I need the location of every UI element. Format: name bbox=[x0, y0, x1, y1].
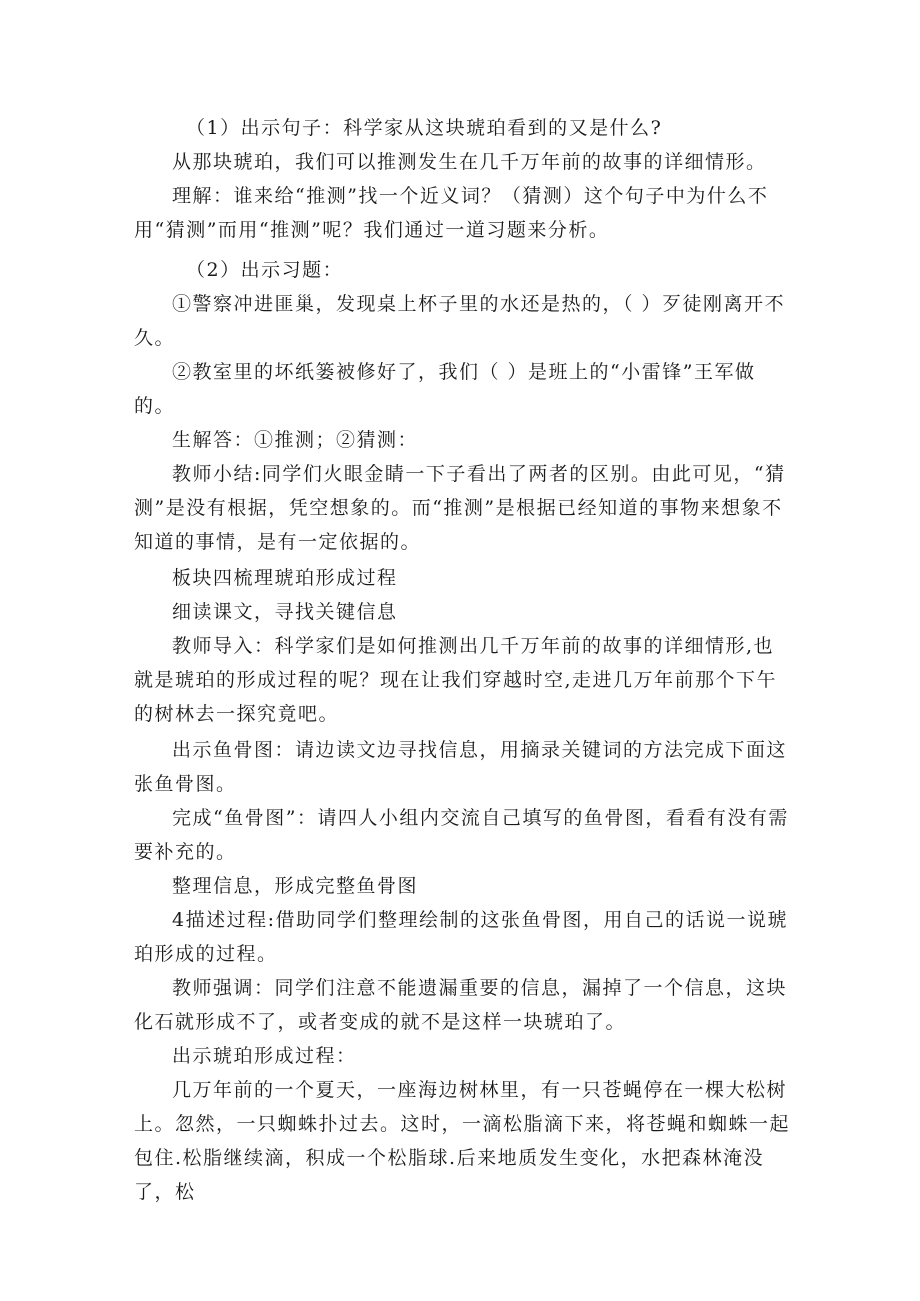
paragraph-teacher-intro: 教师导入：科学家们是如何推测出几千万年前的故事的详细情形,也就是琥珀的形成过程的呢？现在让我们穿越时空,走进几万年前那个下午的树林去一探究竟吧。 bbox=[134, 635, 778, 725]
paragraph-show-formation: 出示琥珀形成过程： bbox=[172, 1045, 357, 1067]
paragraph-complete-fishbone: 完成“鱼骨图”：请四人小组内交流自己填写的鱼骨图，看看有没有需要补充的。 bbox=[134, 807, 789, 863]
paragraph-read-closely: 细读课文，寻找关键信息 bbox=[172, 601, 398, 623]
paragraph-show-fishbone: 出示鱼骨图：请边读文边寻找信息，用摘录关键词的方法完成下面这张鱼骨图。 bbox=[134, 739, 788, 795]
paragraph-teacher-summary: 教师小结:同学们火眼金睛一下子看出了两者的区别。由此可见，“猜测”是没有根据，凭空想象的。而“推测”是根据已经知道的事物来想象不知道的事情，是有一定依据的。 bbox=[134, 463, 786, 553]
paragraph-exercise-1: ①警察冲进匪巢，发现桌上杯子里的水还是热的，（ ）歹徒刚离开不久。 bbox=[134, 293, 786, 349]
paragraph-formation-story: 几万年前的一个夏天，一座海边树林里，有一只苍蝇停在一棵大松树上。忽然，一只蜘蛛扑过去。这时，一滴松脂滴下来，将苍蝇和蜘蛛一起包住.松脂继续滴，积成一个松脂球.后来地质发生变化，水把森林淹没了，松 bbox=[134, 1079, 791, 1203]
paragraph-show-sentence: （1）出示句子：科学家从这块琥珀看到的又是什么? bbox=[186, 117, 663, 139]
section-heading-block-four: 板块四梳理琥珀形成过程 bbox=[172, 567, 398, 589]
paragraph-organize-info: 整理信息，形成完整鱼骨图 bbox=[172, 875, 419, 897]
paragraph-student-answer: 生解答：①推测；②猜测： bbox=[172, 429, 419, 451]
paragraph-understanding: 理解：谁来给“推测”找一个近义词？（猜测）这个句子中为什么不用“猜测”而用“推测”呢？我们通过一道习题来分析。 bbox=[134, 185, 769, 241]
paragraph-show-exercise: （2）出示习题： bbox=[186, 259, 344, 281]
paragraph-exercise-2: ②教室里的坏纸篓被修好了，我们（ ）是班上的“小雷锋”王军做的。 bbox=[134, 361, 756, 417]
paragraph-teacher-emphasis: 教师强调：同学们注意不能遗漏重要的信息，漏掉了一个信息，这块化石就形成不了，或者变成的就不是这样一块琥珀了。 bbox=[134, 977, 788, 1033]
paragraph-describe-process: 4描述过程:借助同学们整理绘制的这张鱼骨图，用自己的话说一说琥珀形成的过程。 bbox=[134, 909, 788, 965]
paragraph-inference-sentence: 从那块琥珀，我们可以推测发生在几千万年前的故事的详细情形。 bbox=[172, 151, 767, 173]
